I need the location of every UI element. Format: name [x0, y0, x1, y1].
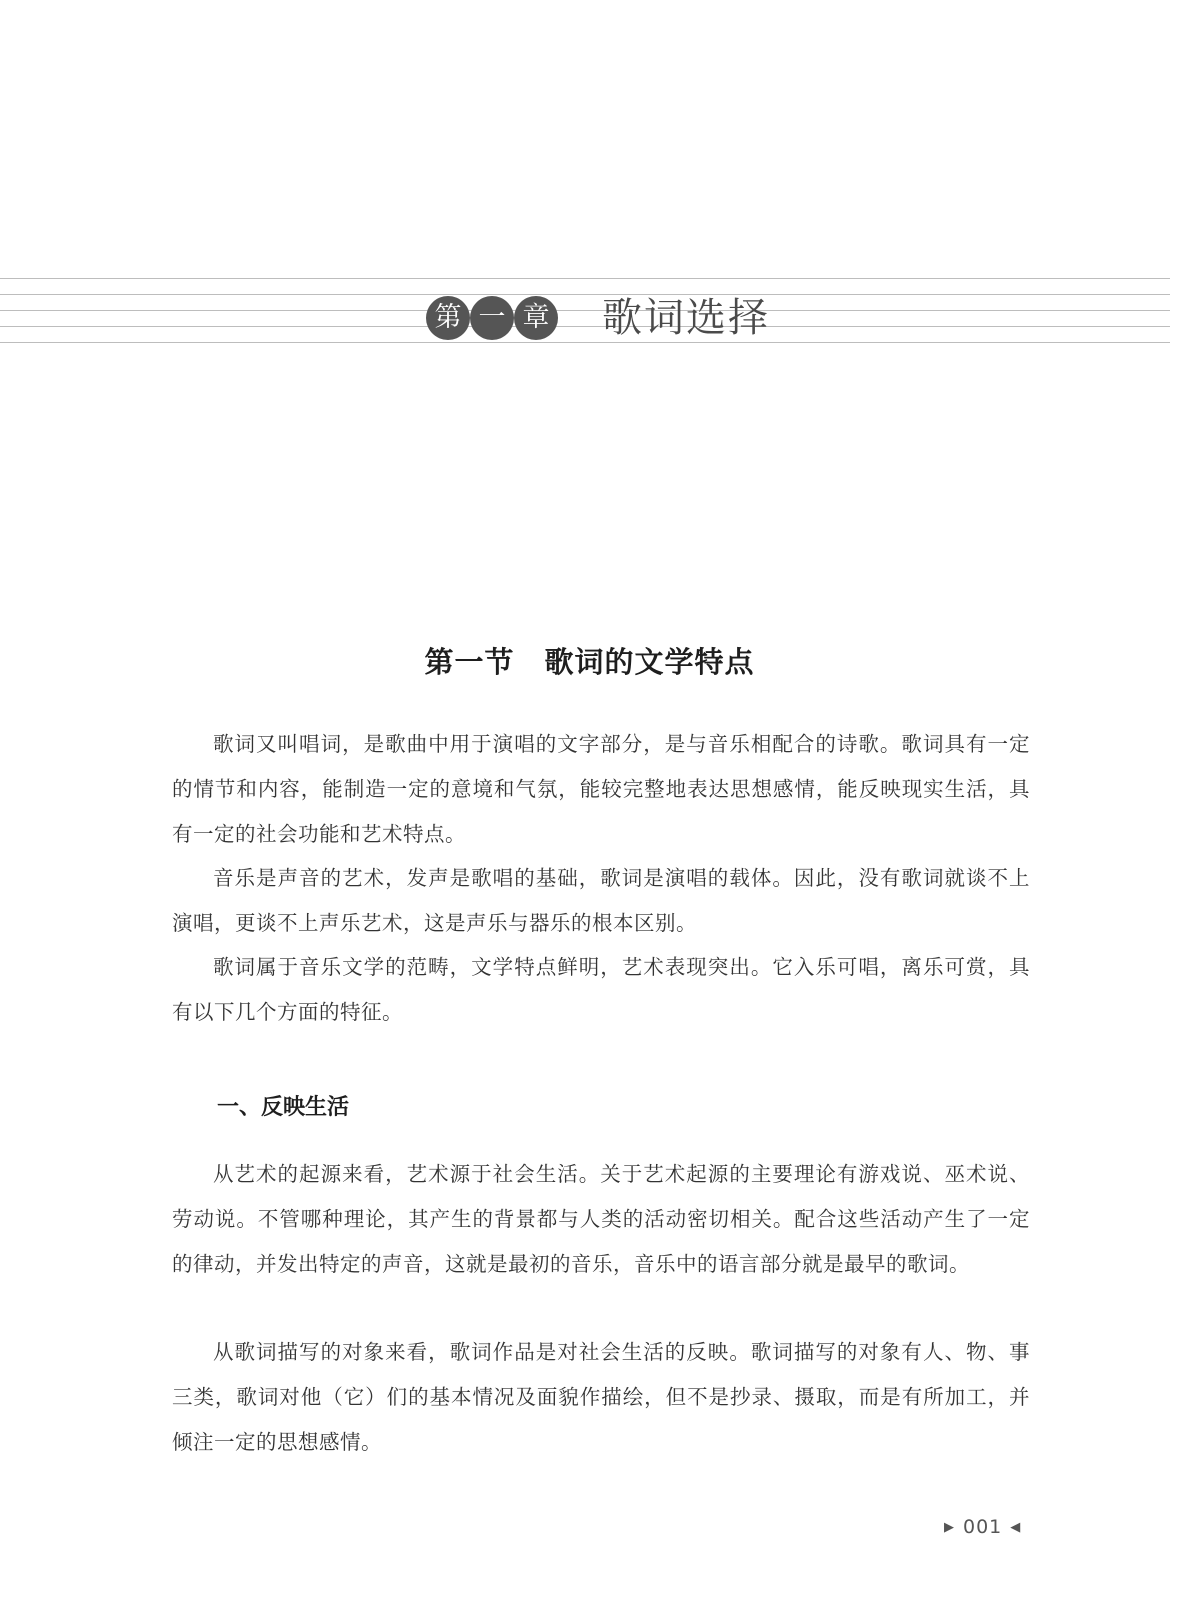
section-label: 第一节 [424, 645, 515, 679]
chapter-badge-char: 一 [470, 296, 514, 340]
intro-paragraph-1: 歌词又叫唱词，是歌曲中用于演唱的文字部分，是与音乐相配合的诗歌。歌词具有一定的情节和内容，能制造一定的意境和气氛，能较完整地表达思想感情，能反映现实生活，具有一定的社会功能和艺术特点。 [172, 732, 1030, 846]
section-heading [0, 640, 1179, 681]
subsection-heading: 一、反映生活 [217, 1094, 350, 1120]
right-triangle-icon: ▶ [944, 1520, 955, 1535]
intro-paragraph-2: 音乐是声音的艺术，发声是歌唱的基础，歌词是演唱的载体。因此，没有歌词就谈不上演唱，更谈不上声乐艺术，这是声乐与器乐的根本区别。 [172, 866, 1030, 935]
page-number: 001 [963, 1516, 1003, 1538]
page-number-footer [936, 1516, 1029, 1538]
body-paragraph-2: 从歌词描写的对象来看，歌词作品是对社会生活的反映。歌词描写的对象有人、物、事三类，歌词对他（它）们的基本情况及面貌作描绘，但不是抄录、摄取，而是有所加工，并倾注一定的思想感情。 [172, 1340, 1030, 1454]
intro-paragraph-3: 歌词属于音乐文学的范畴，文学特点鲜明，艺术表现突出。它入乐可唱，离乐可赏，具有以下几个方面的特征。 [172, 955, 1030, 1024]
staff-line [0, 278, 1170, 279]
chapter-header [0, 288, 1179, 348]
left-triangle-icon: ◀ [1010, 1520, 1022, 1535]
chapter-badge-char: 章 [514, 296, 558, 340]
section-title: 歌词的文学特点 [544, 645, 755, 679]
chapter-title: 歌词选择 [602, 295, 770, 341]
body-paragraph-1: 从艺术的起源来看，艺术源于社会生活。关于艺术起源的主要理论有游戏说、巫术说、劳动说。不管哪种理论，其产生的背景都与人类的活动密切相关。配合这些活动产生了一定的律动，并发出特定的声音，这就是最初的音乐，音乐中的语言部分就是最早的歌词。 [172, 1162, 1030, 1276]
chapter-badge [426, 296, 558, 340]
chapter-badge-char: 第 [426, 296, 470, 340]
